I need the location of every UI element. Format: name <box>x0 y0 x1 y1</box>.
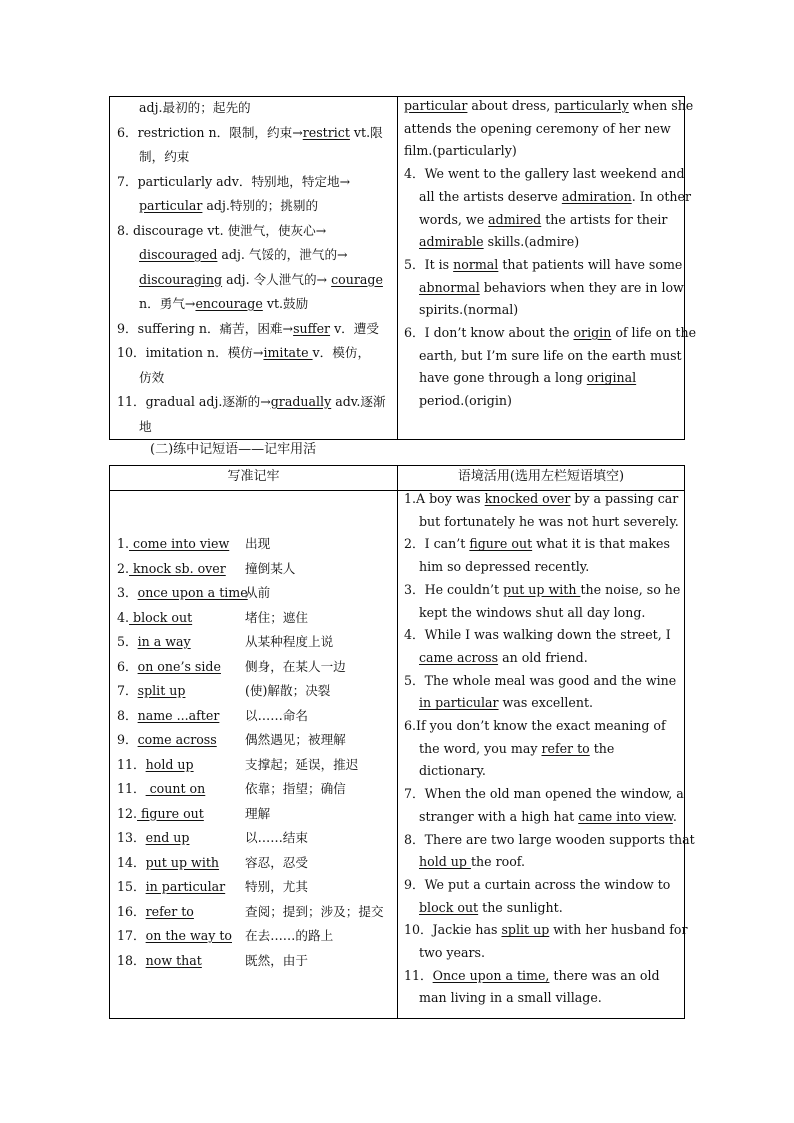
phrase-entry <box>117 728 245 753</box>
phrase-number: 7． <box>117 683 138 698</box>
phrase-entry <box>117 532 245 557</box>
phrase-text: put up with <box>145 854 220 870</box>
text-segment: v．遭受 <box>330 320 379 336</box>
context-sentence <box>404 874 678 897</box>
vocab-line <box>117 170 392 195</box>
answer-blank: abnormal <box>419 279 480 295</box>
phrase-entry <box>117 924 245 949</box>
text-segment: the noise, so he <box>580 581 681 597</box>
text-segment: 11．gradual <box>117 394 199 409</box>
phrase-meaning: 侧身，在某人一边 <box>245 658 346 674</box>
phrase-meaning: 查阅；提到；涉及；提交 <box>245 903 384 919</box>
phrase-text: hold up <box>145 756 194 772</box>
context-list <box>404 488 695 1010</box>
answer-blank: encourage <box>195 296 263 311</box>
phrase-meaning: 特别，尤其 <box>245 879 308 894</box>
usage-line <box>404 367 678 390</box>
answer-blank: discouraged <box>139 247 218 262</box>
context-sentence <box>404 533 678 556</box>
context-sentence <box>404 965 678 988</box>
text-segment: 7．When the old man opened the window, a <box>404 786 684 802</box>
text-segment: ．特别地，特定地→ <box>238 173 351 189</box>
phrase-entry <box>117 557 245 582</box>
phrase-number: 8． <box>117 707 138 723</box>
usage-line <box>404 390 678 413</box>
phrase-row <box>117 630 392 655</box>
text-segment: .逐渐的→ <box>218 394 271 409</box>
phrase-meaning: 理解 <box>245 805 271 821</box>
phrase-entry <box>117 753 245 778</box>
phrase-meaning: 出现 <box>245 536 271 551</box>
phrase-entry <box>117 704 245 729</box>
section-caption: (二)练中记短语——记牢用活 <box>150 442 317 457</box>
phrase-row <box>117 655 392 680</box>
vocab-line <box>117 121 392 146</box>
text-segment: was excellent. <box>498 695 594 711</box>
answer-blank: particularly <box>554 98 629 113</box>
phrase-number: 6． <box>117 658 138 674</box>
answer-blank: in particular <box>419 695 499 711</box>
vocab-line <box>117 415 392 440</box>
text-segment: 4．While I was walking down the street, I <box>404 627 671 643</box>
phrase-entry <box>117 949 245 974</box>
text-segment: 5．The whole meal was good and the wine <box>404 672 677 688</box>
answer-blank: put up with <box>503 581 581 597</box>
text-segment: adv.逐渐 <box>331 394 386 409</box>
phrase-text: name ...after <box>137 707 220 723</box>
text-segment: n <box>139 296 148 311</box>
phrase-list <box>117 532 392 973</box>
phrase-number: 17． <box>117 928 146 943</box>
phrase-meaning: 从前 <box>245 585 271 600</box>
text-segment: 10．imitation <box>117 345 207 360</box>
text-segment: the sunlight. <box>478 899 563 915</box>
context-sentence <box>404 783 684 806</box>
phrase-text: figure out <box>137 805 204 821</box>
vocab-line <box>117 390 392 415</box>
vocab-line <box>117 366 392 391</box>
text-segment: stranger with a high hat <box>419 808 579 824</box>
phrase-entry <box>117 826 245 851</box>
text-segment: ．模仿→ <box>215 345 264 360</box>
phrase-meaning: 堵住；遮住 <box>245 609 308 625</box>
phrase-text: end up <box>145 830 190 845</box>
text-segment: dictionary. <box>419 763 486 779</box>
text-segment: behaviors when they are in low <box>479 279 684 295</box>
phrase-row <box>117 753 392 778</box>
phrase-meaning: 从某种程度上说 <box>245 634 334 649</box>
text-segment: ．勇气→ <box>147 296 196 311</box>
text-segment: kept the windows shut all day long. <box>419 604 646 620</box>
phrase-row <box>117 949 392 974</box>
answer-blank: particular <box>404 98 468 113</box>
text-segment: 7．particularly <box>117 173 217 189</box>
context-sentence <box>404 897 678 920</box>
vocab-table <box>109 96 697 440</box>
context-sentence <box>404 602 678 625</box>
phrase-meaning: 以……结束 <box>245 830 308 845</box>
answer-blank: courage <box>331 271 383 287</box>
context-sentence <box>404 942 678 965</box>
text-segment: by a passing car <box>570 491 679 506</box>
text-segment: him so depressed recently. <box>419 559 590 575</box>
phrase-meaning: 以……命名 <box>245 707 308 723</box>
text-segment: 9．suffering <box>117 320 199 336</box>
phrase-text: count on <box>145 781 206 796</box>
text-segment: adj.特别的；挑剔的 <box>202 198 319 213</box>
phrase-row <box>117 557 392 582</box>
phrase-text: block out <box>129 609 193 625</box>
text-segment: two years. <box>419 945 485 961</box>
answer-blank: split up <box>501 922 550 938</box>
answer-blank: gradually <box>270 394 332 409</box>
phrase-meaning: 容忍，忍受 <box>245 854 308 870</box>
phrase-row <box>117 900 392 925</box>
text-segment: all the artists deserve <box>419 188 562 204</box>
text-segment: 6．restriction <box>117 124 209 140</box>
phrase-meaning: 依靠；指望；确信 <box>245 781 346 796</box>
phrase-text: refer to <box>145 903 194 919</box>
usage-line <box>404 186 692 209</box>
text-segment: 制，约束 <box>139 149 190 164</box>
phrase-row <box>117 826 392 851</box>
text-segment: 6.If you don’t know the exact meaning of <box>404 718 666 734</box>
word-family-column <box>117 96 392 439</box>
phrase-row <box>117 679 392 704</box>
phrase-entry <box>117 900 245 925</box>
answer-blank: refer to <box>541 740 590 756</box>
text-segment: the roof. <box>470 854 525 870</box>
phrase-number: 15． <box>117 879 146 894</box>
text-segment: the <box>589 740 615 756</box>
phrase-row <box>117 728 392 753</box>
text-segment: skills.(admire) <box>483 234 580 250</box>
answer-blank: knocked over <box>484 491 571 506</box>
answer-blank: admiration <box>561 188 632 204</box>
phrase-number: 5． <box>117 634 138 649</box>
phrase-entry <box>117 606 245 631</box>
context-sentence <box>404 692 678 715</box>
phrase-row <box>117 532 392 557</box>
text-segment: 9．We put a curtain across the window to <box>404 876 671 892</box>
phrase-row <box>117 581 392 606</box>
answer-blank: imitate <box>263 345 313 360</box>
phrase-number: 11． <box>117 756 146 772</box>
phrase-entry <box>117 581 248 606</box>
text-segment: adj. 气馁的，泄气的→ <box>217 247 348 262</box>
text-segment: vt.限 <box>349 124 383 140</box>
context-sentence <box>404 647 678 670</box>
usage-line <box>404 118 678 141</box>
usage-line <box>404 345 682 368</box>
phrase-text: come into view <box>129 536 230 551</box>
phrase-number: 18． <box>117 952 146 968</box>
usage-line <box>404 209 678 232</box>
phrase-text: now that <box>145 952 202 968</box>
context-sentence <box>404 829 695 852</box>
text-segment: but fortunately he was not hurt severely. <box>419 513 679 529</box>
phrase-number: 9． <box>117 732 138 747</box>
phrase-text: come across <box>137 732 217 747</box>
phrase-row <box>117 875 392 900</box>
vocab-line <box>117 145 392 170</box>
text-segment: there was an old <box>549 967 660 983</box>
text-segment: ．限制，约束→ <box>216 124 303 140</box>
text-segment: n <box>198 320 207 336</box>
phrase-text: once upon a time <box>137 585 248 600</box>
vocab-line <box>117 96 392 121</box>
usage-line <box>404 299 678 322</box>
vocab-line <box>117 194 392 219</box>
text-segment: v．模仿， <box>312 345 371 360</box>
usage-line <box>404 95 694 118</box>
phrase-meaning: 在去……的路上 <box>245 928 334 943</box>
phrase-meaning: 偶然遇见；被理解 <box>245 732 346 747</box>
answer-blank: Once upon a time, <box>432 967 550 983</box>
text-segment: when she <box>628 98 694 113</box>
phrase-row <box>117 802 392 827</box>
context-sentence <box>404 987 678 1010</box>
text-segment: words, we <box>419 211 489 227</box>
text-segment: of life on the <box>611 325 697 341</box>
context-sentence <box>404 511 678 534</box>
text-segment: earth, but I’m sure life on the earth must <box>419 347 682 363</box>
phrase-number: 12. <box>117 805 138 821</box>
usage-line <box>404 140 678 163</box>
phrase-meaning: 既然，由于 <box>245 952 308 968</box>
answer-blank: particular <box>139 198 203 213</box>
context-sentence <box>404 919 688 942</box>
text-segment: attends the opening ceremony of her new <box>404 120 671 136</box>
phrase-number: 3． <box>117 585 138 600</box>
text-segment: 1.A boy was <box>404 491 485 506</box>
answer-blank: restrict <box>302 124 350 140</box>
text-segment: ．痛苦，困难→ <box>206 320 294 336</box>
answer-blank: origin <box>573 325 612 341</box>
usage-line <box>404 231 678 254</box>
usage-line <box>404 277 684 300</box>
vocab-line <box>117 219 392 244</box>
context-sentence <box>404 760 678 783</box>
text-segment: 2．I can’t <box>404 536 470 552</box>
phrase-meaning: 支撑起；延误，推迟 <box>245 756 359 772</box>
usage-line <box>404 254 683 277</box>
phrase-meaning: (使)解散；决裂 <box>245 683 331 698</box>
text-segment: the word, you may <box>419 740 542 756</box>
phrase-text: split up <box>137 683 186 698</box>
text-segment: vt.鼓励 <box>262 296 309 311</box>
text-segment: adv <box>216 173 239 189</box>
text-segment: an old friend. <box>498 649 588 665</box>
answer-blank: hold up <box>419 854 471 870</box>
context-sentence <box>404 738 678 761</box>
phrase-entry <box>117 802 245 827</box>
text-segment: . 使泄气，使灰心→ <box>219 222 327 238</box>
text-segment: about dress, <box>467 98 555 113</box>
text-segment: n <box>208 124 217 140</box>
phrase-number: 4. <box>117 609 130 625</box>
left-header: 写准记牢 <box>227 469 280 484</box>
phrase-row <box>117 924 392 949</box>
text-segment: 6．I don’t know about the <box>404 325 574 341</box>
text-segment: vt <box>207 222 220 238</box>
context-sentence <box>404 806 678 829</box>
vocab-line <box>117 292 392 317</box>
context-sentence <box>404 715 678 738</box>
phrase-number: 14． <box>117 854 146 870</box>
context-sentence <box>404 488 678 511</box>
answer-blank: admired <box>488 211 542 227</box>
answer-blank: discouraging <box>139 271 223 287</box>
text-segment: n <box>206 345 216 360</box>
phrase-number: 16． <box>117 903 146 919</box>
text-segment: adj <box>198 394 219 409</box>
text-segment: 地 <box>139 418 152 434</box>
phrase-entry <box>117 655 245 680</box>
phrase-table <box>109 465 695 1019</box>
text-segment: man living in a small village. <box>419 990 602 1006</box>
phrase-number: 13． <box>117 830 146 845</box>
text-segment: 10．Jackie has <box>404 922 502 938</box>
vocab-line <box>117 341 392 366</box>
text-segment: 仿效 <box>139 369 165 385</box>
phrase-number: 11． <box>117 781 146 796</box>
text-segment: adj. 令人泄气的→ <box>222 271 332 287</box>
answer-blank: block out <box>419 899 479 915</box>
context-sentence <box>404 556 678 579</box>
phrase-number: 1. <box>117 536 130 551</box>
answer-blank: suffer <box>293 320 331 336</box>
phrase-entry <box>117 777 245 802</box>
answer-blank: came into view <box>578 808 673 824</box>
phrase-row <box>117 704 392 729</box>
phrase-row <box>117 851 392 876</box>
phrase-text: in a way <box>137 634 191 649</box>
context-sentence <box>404 851 678 874</box>
phrase-text: in particular <box>145 879 226 894</box>
answer-blank: original <box>586 370 637 386</box>
answer-blank: normal <box>453 256 499 272</box>
text-segment: with her husband for <box>549 922 688 938</box>
phrase-entry <box>117 679 245 704</box>
phrase-entry <box>117 630 245 655</box>
context-sentence <box>404 624 678 647</box>
vocab-line <box>117 243 392 268</box>
vocab-line <box>117 317 392 342</box>
context-sentence <box>404 670 678 693</box>
text-segment: 5．It is <box>404 256 454 272</box>
phrase-row <box>117 606 392 631</box>
column-divider <box>397 97 398 439</box>
text-segment: film.(particularly) <box>404 143 517 159</box>
vocab-line <box>117 268 392 293</box>
phrase-number: 2. <box>117 560 130 576</box>
answer-blank: admirable <box>419 234 484 250</box>
phrase-row <box>117 777 392 802</box>
phrase-entry <box>117 875 245 900</box>
right-header: 语境活用(选用左栏短语填空) <box>457 469 625 484</box>
text-segment: adj.最初的；起先的 <box>139 100 251 115</box>
usage-line <box>404 322 697 345</box>
text-segment: . In other <box>631 188 692 204</box>
text-segment: . <box>672 808 677 824</box>
text-segment: 3．He couldn’t <box>404 581 504 597</box>
column-divider <box>397 466 398 1018</box>
text-segment: 8．There are two large wooden supports that <box>404 831 695 847</box>
usage-line <box>404 163 685 186</box>
text-segment: spirits.(normal) <box>419 302 519 318</box>
text-segment: have gone through a long <box>419 370 587 386</box>
text-segment: period.(origin) <box>419 393 512 409</box>
text-segment: that patients will have some <box>498 256 683 272</box>
phrase-text: knock sb. over <box>129 560 226 576</box>
phrase-text: on one’s side <box>137 658 221 674</box>
answer-blank: came across <box>419 649 499 665</box>
text-segment: 11． <box>404 967 433 983</box>
word-usage-column <box>404 95 697 413</box>
text-segment: 8. discourage <box>117 222 208 238</box>
text-segment: 4．We went to the gallery last weekend and <box>404 166 685 182</box>
text-segment: the artists for their <box>541 211 668 227</box>
text-segment: what it is that makes <box>532 536 670 552</box>
answer-blank: figure out <box>469 536 533 552</box>
phrase-entry <box>117 851 245 876</box>
phrase-text: on the way to <box>145 928 232 943</box>
phrase-meaning: 撞倒某人 <box>245 560 296 576</box>
context-sentence <box>404 579 681 602</box>
